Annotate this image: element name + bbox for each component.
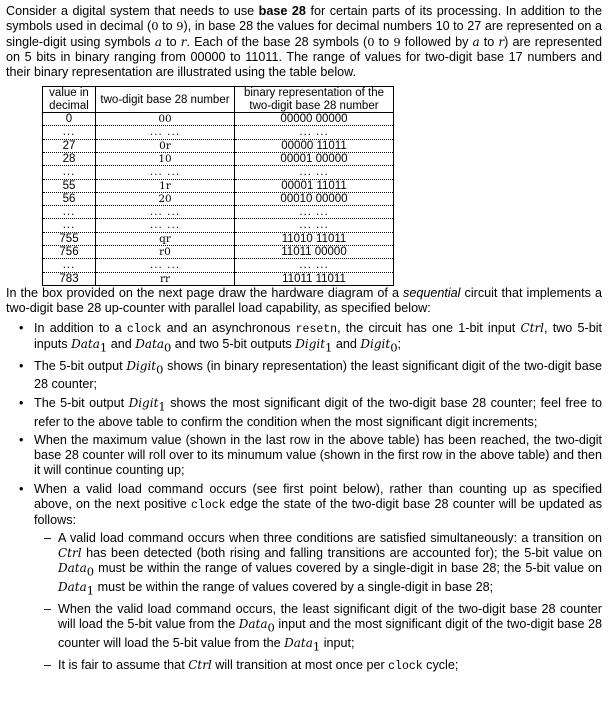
cell-binary: 00001 00000	[235, 152, 394, 165]
task-text: In the box provided on the next page draw the hardware diagram of a	[6, 285, 404, 300]
table-header-row	[43, 87, 394, 113]
intro-symbol: a	[472, 34, 480, 49]
task-text: circuit that implements a two-digit base 28 up-counter with parallel load capability, as specified below:	[6, 285, 602, 316]
intro-text: to	[162, 34, 181, 49]
intro-symbol: 9	[176, 19, 184, 34]
cell-binary: ... ...	[235, 166, 394, 179]
spec-text: It is fair to assume that	[58, 657, 189, 672]
spec-item	[34, 321, 602, 356]
cell-decimal: 27	[43, 139, 96, 152]
signal-sub: 1	[99, 340, 108, 355]
table-row	[43, 139, 394, 152]
spec-text: The 5-bit output	[34, 358, 127, 373]
intro-symbol: 0	[151, 19, 159, 34]
cell-base28: ... ...	[96, 259, 235, 272]
signal-sub: 0	[163, 340, 172, 355]
spec-text: input and the most significant digit of the two-digit base 28 counter will load the 5-bit value from the	[58, 617, 602, 650]
intro-symbol: a	[154, 34, 162, 49]
signal-ctrl: Ctrl	[58, 545, 82, 560]
table-row	[43, 206, 394, 219]
cell-decimal: ...	[43, 219, 96, 232]
spec-item	[34, 482, 602, 674]
cell-binary: ... ...	[235, 126, 394, 139]
cell-base28: 20	[96, 192, 235, 205]
signal-sub: 0	[267, 620, 275, 635]
table-row	[43, 232, 394, 245]
cell-decimal: ...	[43, 206, 96, 219]
signal-sub: 1	[86, 583, 95, 598]
spec-text: When the valid load command occurs, the least significant digit of the two-digit base 28 counter will load the 5-bit value from the	[58, 601, 602, 632]
intro-text: Consider a digital system that needs to use	[6, 4, 259, 18]
signal-data: Data	[238, 617, 268, 632]
intro-bold-base: base 28	[258, 4, 306, 18]
task-emphasis: sequential	[403, 285, 461, 300]
cell-binary: 00000 11011	[235, 139, 394, 152]
load-spec-item	[58, 602, 602, 655]
cell-base28: 10	[96, 152, 235, 165]
signal-sub: 0	[390, 340, 398, 355]
table-row	[43, 259, 394, 272]
table-row	[43, 179, 394, 192]
signal-clock: clock	[191, 499, 226, 513]
spec-text: , two 5-bit inputs	[34, 320, 602, 351]
cell-decimal: ...	[43, 126, 96, 139]
spec-item	[34, 359, 602, 393]
intro-text: followed by	[400, 34, 473, 49]
cell-base28: ... ...	[96, 166, 235, 179]
cell-binary: ... ...	[235, 259, 394, 272]
cell-binary: 00000 00000	[235, 113, 394, 126]
signal-data: Data	[135, 336, 164, 351]
spec-text: and	[107, 336, 136, 351]
base28-table	[42, 86, 394, 285]
signal-digit: Digit	[128, 395, 159, 410]
intro-text: to	[158, 19, 177, 34]
spec-text: must be within the range of values covered by a single-digit in base 28;	[94, 580, 494, 595]
cell-binary: 11011 11011	[235, 272, 394, 285]
cell-base28: ... ...	[96, 219, 235, 232]
spec-text: shows (in binary representation) the least significant digit of the two-digit base 28 counter;	[34, 358, 602, 392]
cell-binary: 00010 00000	[235, 192, 394, 205]
signal-sub: 1	[325, 340, 333, 355]
cell-base28: 00	[96, 113, 235, 126]
intro-text: for certain parts of its processing. In addition to the symbols used in decimal (	[6, 4, 602, 34]
load-spec-item	[58, 531, 602, 599]
signal-digit: Digit	[360, 336, 391, 351]
spec-text: and an asynchronous	[161, 320, 296, 335]
header-binary: binary representation of the two-digit base 28 number	[235, 87, 394, 113]
intro-symbol: r	[180, 34, 187, 49]
spec-text: The 5-bit output	[34, 395, 129, 410]
signal-digit: Digit	[295, 336, 326, 351]
cell-binary: ... ...	[235, 206, 394, 219]
signal-digit: Digit	[126, 358, 157, 373]
table-row	[43, 126, 394, 139]
cell-decimal: 28	[43, 152, 96, 165]
intro-symbol: r	[498, 34, 505, 49]
header-base28: two-digit base 28 number	[96, 87, 235, 113]
spec-text: , the circuit has one 1-bit input	[337, 320, 521, 335]
spec-text: shows the most significant digit of the two-digit base 28 counter; feel free to refer to the above table to confirm the condition when the most significant digit increments;	[34, 395, 602, 429]
cell-decimal: 755	[43, 232, 96, 245]
spec-text: will transition at most once per	[211, 657, 389, 672]
cell-decimal: 756	[43, 246, 96, 259]
spec-item	[34, 433, 602, 479]
header-decimal: value in decimal	[43, 87, 96, 113]
table-body	[43, 113, 394, 286]
spec-list	[6, 321, 602, 675]
load-spec-item	[58, 658, 602, 674]
signal-sub: 0	[156, 362, 164, 377]
cell-base28: rr	[96, 272, 235, 285]
signal-data: Data	[71, 336, 100, 351]
signal-data: Data	[58, 561, 87, 576]
spec-text: When a valid load command occurs (see first point below), rather than counting up as specified above, on the next positive	[34, 481, 602, 512]
task-paragraph	[6, 286, 602, 317]
cell-binary: 11010 11011	[235, 232, 394, 245]
table-row	[43, 152, 394, 165]
signal-sub: 1	[312, 639, 321, 654]
table-row	[43, 246, 394, 259]
spec-text: cycle;	[422, 657, 459, 672]
cell-binary: ... ...	[235, 219, 394, 232]
cell-decimal: 56	[43, 192, 96, 205]
signal-clock: clock	[126, 322, 162, 336]
cell-binary: 11011 00000	[235, 246, 394, 259]
signal-data: Data	[284, 635, 313, 650]
intro-paragraph	[6, 4, 602, 80]
signal-clock: clock	[388, 659, 423, 673]
table-row	[43, 272, 394, 285]
spec-text: and	[332, 336, 361, 351]
cell-base28: r0	[96, 246, 235, 259]
cell-decimal: 783	[43, 272, 96, 285]
cell-decimal: 0	[43, 113, 96, 126]
signal-resetn: resetn	[295, 322, 338, 336]
load-spec-list	[34, 531, 602, 674]
spec-text: has been detected (both rising and falling transitions are accounted for); the 5-bit value on	[81, 545, 602, 560]
intro-text: to	[374, 34, 394, 49]
cell-base28: 1r	[96, 179, 235, 192]
intro-text: ), in base 28 the values for decimal numbers 10 to 27 are represented on a single-digit using symbols	[6, 19, 602, 49]
spec-text: In addition to a	[34, 320, 127, 335]
spec-text: input;	[320, 635, 355, 650]
cell-binary: 00001 11011	[235, 179, 394, 192]
table-row	[43, 166, 394, 179]
spec-item	[34, 396, 602, 430]
intro-text: to	[479, 34, 499, 49]
intro-symbol: 9	[393, 34, 401, 49]
cell-base28: ... ...	[96, 126, 235, 139]
table-row	[43, 192, 394, 205]
cell-decimal: 55	[43, 179, 96, 192]
signal-ctrl: Ctrl	[188, 657, 212, 672]
intro-text: . Each of the base 28 symbols (	[186, 34, 368, 49]
document-page	[6, 4, 602, 677]
spec-text: When the maximum value (shown in the last row in the above table) has been reached, the two-digit base 28 counter will roll over to its minumum value (shown in the first row in the above table) and then it will continue counting up;	[34, 432, 602, 478]
cell-base28: 0r	[96, 139, 235, 152]
signal-sub: 0	[86, 564, 95, 579]
spec-text: ;	[397, 336, 402, 351]
spec-text: and two 5-bit outputs	[171, 336, 296, 351]
table-row	[43, 113, 394, 126]
table-row	[43, 219, 394, 232]
cell-decimal: ...	[43, 166, 96, 179]
signal-data: Data	[58, 580, 87, 595]
cell-base28: qr	[96, 232, 235, 245]
spec-text: A valid load command occurs when three conditions are satisfied simultaneously: a transition on	[58, 530, 602, 545]
cell-base28: ... ...	[96, 206, 235, 219]
cell-decimal: ...	[43, 259, 96, 272]
signal-sub: 1	[158, 399, 166, 414]
spec-text: edge the state of the two-digit base 28 counter will be updated as follows:	[34, 497, 602, 528]
intro-text: ) are represented on 5 bits in binary ranging from 00000 to 11011. The range of values for two-digit base 17 numbers and their binary representation are illustrated using the table below.	[6, 34, 602, 80]
spec-text: must be within the range of values covered by a single-digit in base 28; the 5-bit value on	[94, 561, 602, 576]
signal-ctrl: Ctrl	[520, 320, 545, 335]
intro-symbol: 0	[367, 34, 375, 49]
